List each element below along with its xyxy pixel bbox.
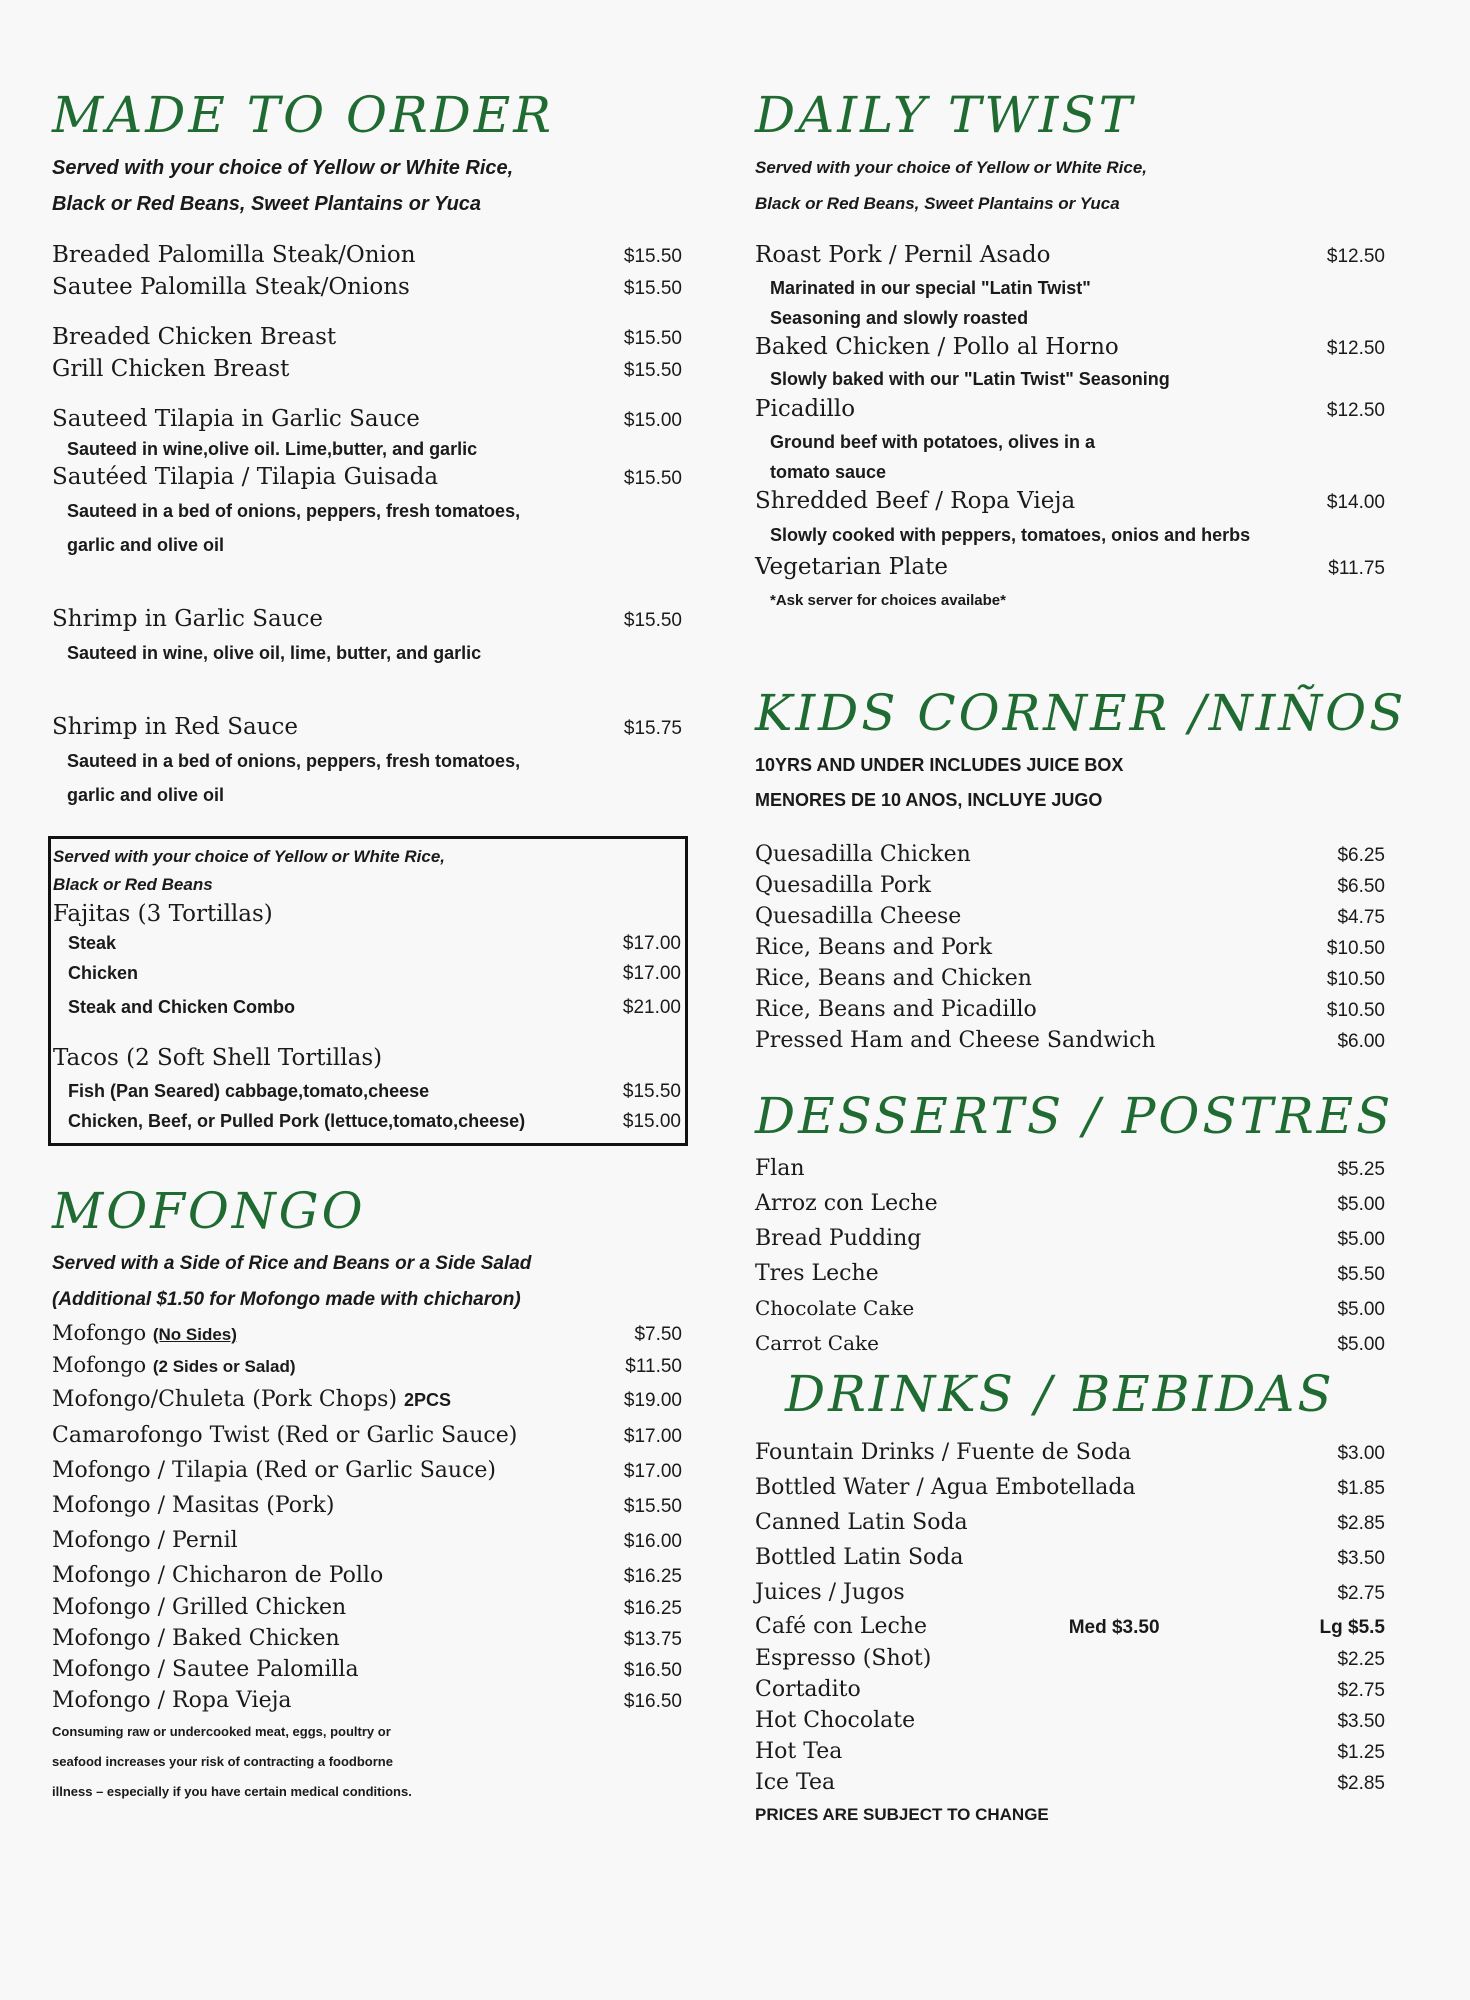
item-price-large: Lg $5.5: [1319, 1617, 1385, 1638]
menu-item: [755, 1575, 1385, 1610]
item-price: $15.00: [622, 1111, 681, 1132]
menu-item: [53, 929, 681, 959]
item-name: Picadillo: [755, 396, 856, 422]
menu-item: [755, 1026, 1385, 1057]
menu-item: [755, 1675, 1385, 1706]
item-name: Canned Latin Soda: [755, 1510, 968, 1535]
item-price: $1.85: [1337, 1478, 1385, 1499]
item-price: $11.75: [1328, 558, 1385, 579]
item-price: $17.00: [622, 963, 681, 984]
menu-item: [52, 354, 682, 386]
item-name: Carrot Cake: [755, 1331, 879, 1355]
menu-item: [53, 1107, 681, 1137]
item-price: $5.50: [1337, 1264, 1385, 1285]
item-price: $5.00: [1337, 1334, 1385, 1355]
item-price: $15.50: [622, 1081, 681, 1102]
item-name: Fish (Pan Seared) cabbage,tomato,cheese: [68, 1081, 430, 1101]
menu-item: [755, 1505, 1385, 1540]
kids-corner-heading: KIDS CORNER /NIÑOS: [755, 684, 1407, 742]
menu-item: [52, 272, 682, 304]
menu-item: [52, 604, 682, 636]
item-name: Rice, Beans and Chicken: [755, 966, 1032, 991]
item-price: $10.50: [1326, 1000, 1385, 1021]
left-column: [52, 86, 682, 1807]
menu-item: [755, 240, 1385, 272]
fajitas-title: Fajitas (3 Tortillas): [53, 901, 273, 927]
item-price: $16.00: [623, 1531, 682, 1552]
item-name: Mofongo/Chuleta (Pork Chops): [52, 1387, 398, 1412]
item-name: Chicken: [68, 963, 139, 983]
item-price: $2.75: [1337, 1583, 1385, 1604]
menu-item: [755, 1435, 1385, 1470]
item-extra: (2 Sides or Salad): [152, 1357, 296, 1376]
item-name: Flan: [755, 1156, 805, 1181]
item-price: $16.50: [623, 1691, 682, 1712]
item-price: $15.50: [623, 1496, 682, 1517]
item-name: Mofongo: [52, 1353, 147, 1377]
menu-item: [755, 486, 1385, 518]
item-price: $4.75: [1337, 907, 1385, 928]
item-price: $5.25: [1337, 1159, 1385, 1180]
menu-item: [755, 995, 1385, 1026]
item-price: $16.50: [623, 1660, 682, 1681]
item-price: $6.00: [1337, 1031, 1385, 1052]
item-price: $10.50: [1326, 938, 1385, 959]
kids-note-2: MENORES DE 10 ANOS, INCLUYE JUGO: [755, 790, 1103, 810]
item-name: Sautee Palomilla Steak/Onions: [52, 274, 410, 300]
menu-item: [52, 712, 682, 744]
item-price: $6.50: [1337, 876, 1385, 897]
item-price: $2.85: [1337, 1513, 1385, 1534]
item-price: $3.00: [1337, 1443, 1385, 1464]
item-price: $15.50: [623, 468, 682, 489]
menu-item: [53, 959, 681, 989]
item-price: $15.50: [623, 246, 682, 267]
made-to-order-note-1: Served with your choice of Yellow or White Rice,: [52, 157, 514, 179]
menu-item: [755, 964, 1385, 995]
menu-item: [52, 1488, 682, 1523]
menu-item: [52, 1453, 682, 1488]
menu-item: [755, 552, 1385, 584]
item-price: $3.50: [1337, 1548, 1385, 1569]
item-name: Mofongo / Sautee Palomilla: [52, 1657, 359, 1682]
item-description: tomato sauce: [770, 462, 887, 482]
item-name: Ice Tea: [755, 1770, 836, 1795]
item-price: $7.50: [634, 1324, 682, 1345]
item-price: $15.00: [623, 410, 682, 431]
item-name: Mofongo / Tilapia (Red or Garlic Sauce): [52, 1458, 497, 1483]
item-price: $16.25: [623, 1566, 682, 1587]
menu-item: [755, 394, 1385, 426]
health-disclaimer-3: illness – especially if you have certain medical conditions.: [52, 1784, 412, 1799]
fajitas-tacos-box: [48, 836, 688, 1146]
item-price: $17.00: [622, 933, 681, 954]
item-name: Breaded Chicken Breast: [52, 324, 337, 350]
item-description: Marinated in our special "Latin Twist": [770, 278, 1091, 298]
item-price: $12.50: [1326, 246, 1385, 267]
item-name: Roast Pork / Pernil Asado: [755, 242, 1051, 268]
menu-item: [755, 1644, 1385, 1675]
menu-item: [755, 1186, 1385, 1221]
menu-item: [52, 1655, 682, 1686]
menu-item: [755, 1326, 1385, 1361]
item-name: Rice, Beans and Pork: [755, 935, 993, 960]
item-name: Vegetarian Plate: [755, 554, 948, 580]
menu-item: [755, 1610, 1385, 1644]
item-name: Fountain Drinks / Fuente de Soda: [755, 1440, 1132, 1465]
item-name: Mofongo: [52, 1321, 147, 1345]
item-price: $6.25: [1337, 845, 1385, 866]
menu-item: [755, 1706, 1385, 1737]
item-name: Shrimp in Red Sauce: [52, 714, 298, 740]
item-price: $10.50: [1326, 969, 1385, 990]
item-name: Hot Tea: [755, 1739, 843, 1764]
kids-note-1: 10YRS AND UNDER INCLUDES JUICE BOX: [755, 755, 1124, 775]
item-price: $13.75: [623, 1629, 682, 1650]
desserts-heading: DESSERTS / POSTRES: [755, 1087, 1394, 1145]
item-description: *Ask server for choices availabe*: [770, 592, 1006, 609]
health-disclaimer-2: seafood increases your risk of contracting a foodborne: [52, 1754, 393, 1769]
item-name: Bottled Water / Agua Embotellada: [755, 1475, 1136, 1500]
item-price: $3.50: [1337, 1711, 1385, 1732]
item-price: $17.00: [623, 1426, 682, 1447]
item-name: Bottled Latin Soda: [755, 1545, 964, 1570]
item-name: Shrimp in Garlic Sauce: [52, 606, 324, 632]
item-name: Hot Chocolate: [755, 1708, 916, 1733]
item-name: Bread Pudding: [755, 1226, 922, 1251]
item-price: $15.50: [623, 328, 682, 349]
item-price: $2.25: [1337, 1649, 1385, 1670]
item-price: $15.50: [623, 360, 682, 381]
item-price: $5.00: [1337, 1194, 1385, 1215]
item-price: $12.50: [1326, 338, 1385, 359]
item-name: Shredded Beef / Ropa Vieja: [755, 488, 1076, 514]
item-name: Sauteed Tilapia in Garlic Sauce: [52, 406, 420, 432]
item-name: Camarofongo Twist (Red or Garlic Sauce): [52, 1423, 518, 1448]
menu-item: [755, 1221, 1385, 1256]
item-name: Quesadilla Chicken: [755, 842, 971, 867]
item-description: garlic and olive oil: [67, 785, 225, 805]
item-name: Arroz con Leche: [755, 1191, 938, 1216]
menu-item: [755, 840, 1385, 871]
item-description: Sauteed in a bed of onions, peppers, fresh tomatoes,: [67, 501, 521, 521]
item-name: Grill Chicken Breast: [52, 356, 290, 382]
item-extra: 2PCS: [404, 1390, 452, 1410]
menu-item: [52, 1382, 682, 1418]
made-to-order-note-2: Black or Red Beans, Sweet Plantains or Yuca: [52, 193, 482, 215]
item-description: Sauteed in wine,olive oil. Lime,butter, and garlic: [67, 439, 478, 459]
menu-item: [52, 1593, 682, 1624]
item-price-medium: Med $3.50: [1068, 1617, 1160, 1638]
item-name: Sautéed Tilapia / Tilapia Guisada: [52, 464, 439, 490]
item-price: $19.00: [623, 1390, 682, 1411]
item-description: Slowly baked with our "Latin Twist" Seasoning: [770, 369, 1170, 389]
item-price: $15.75: [623, 718, 682, 739]
mofongo-note-1: Served with a Side of Rice and Beans or a Side Salad: [52, 1253, 532, 1274]
right-column: [755, 86, 1407, 1831]
menu-item: [52, 322, 682, 354]
item-price: $15.50: [623, 610, 682, 631]
item-name: Chocolate Cake: [755, 1296, 915, 1320]
item-extra: (No Sides): [152, 1325, 237, 1344]
item-name: Breaded Palomilla Steak/Onion: [52, 242, 416, 268]
item-name: Café con Leche: [755, 1614, 927, 1639]
item-name: Tres Leche: [755, 1261, 879, 1286]
menu-item: [755, 1470, 1385, 1505]
menu-item: [755, 1256, 1385, 1291]
daily-twist-note-1: Served with your choice of Yellow or White Rice,: [755, 158, 1148, 177]
item-description: Slowly cooked with peppers, tomatoes, onios and herbs: [770, 525, 1251, 545]
menu-item: [52, 240, 682, 272]
daily-twist-heading: DAILY TWIST: [755, 86, 1135, 144]
made-to-order-heading: MADE TO ORDER: [52, 86, 554, 144]
item-price: $12.50: [1326, 400, 1385, 421]
item-price: $14.00: [1326, 492, 1385, 513]
item-price: $1.25: [1337, 1742, 1385, 1763]
box-note-2: Black or Red Beans: [53, 875, 213, 894]
item-name: Baked Chicken / Pollo al Horno: [755, 334, 1119, 360]
drinks-list: [755, 1435, 1385, 1799]
menu-item: [755, 871, 1385, 902]
item-price: $15.50: [623, 278, 682, 299]
item-name: Steak and Chicken Combo: [68, 997, 296, 1017]
menu-item: [755, 1151, 1385, 1186]
menu-item: [755, 902, 1385, 933]
item-price: $21.00: [622, 997, 681, 1018]
daily-twist-note-2: Black or Red Beans, Sweet Plantains or Yuca: [755, 194, 1120, 213]
menu-item: [53, 989, 681, 1025]
item-name: Rice, Beans and Picadillo: [755, 997, 1037, 1022]
menu-item: [755, 1737, 1385, 1768]
mofongo-heading: MOFONGO: [52, 1182, 366, 1240]
item-description: Sauteed in wine, olive oil, lime, butter, and garlic: [67, 643, 482, 663]
desserts-list: [755, 1151, 1385, 1361]
item-name: Mofongo / Ropa Vieja: [52, 1688, 292, 1713]
item-price: $2.85: [1337, 1773, 1385, 1794]
item-name: Mofongo / Baked Chicken: [52, 1626, 340, 1651]
menu-item: [755, 332, 1385, 364]
menu-item: [755, 933, 1385, 964]
menu-item: [52, 1418, 682, 1453]
item-name: Cortadito: [755, 1677, 861, 1702]
item-name: Steak: [68, 933, 117, 953]
item-name: Quesadilla Cheese: [755, 904, 962, 929]
item-description: Seasoning and slowly roasted: [770, 308, 1029, 328]
item-price: $11.50: [625, 1356, 682, 1377]
health-disclaimer-1: Consuming raw or undercooked meat, eggs, poultry or: [52, 1724, 391, 1739]
menu-item: [52, 404, 682, 436]
item-name: Mofongo / Masitas (Pork): [52, 1493, 335, 1518]
menu-item: [53, 1077, 681, 1107]
kids-list: [755, 840, 1385, 1057]
mofongo-note-2: (Additional $1.50 for Mofongo made with chicharon): [52, 1289, 521, 1310]
item-price: $16.25: [623, 1598, 682, 1619]
item-name: Mofongo / Grilled Chicken: [52, 1595, 347, 1620]
menu-item: [755, 1540, 1385, 1575]
item-price: $5.00: [1337, 1299, 1385, 1320]
menu-item: [52, 1624, 682, 1655]
menu-item: [52, 1558, 682, 1593]
item-name: Mofongo / Chicharon de Pollo: [52, 1563, 384, 1588]
menu-item: [755, 1291, 1385, 1326]
menu-item: [52, 462, 682, 494]
item-price: $5.00: [1337, 1229, 1385, 1250]
item-description: garlic and olive oil: [67, 535, 225, 555]
menu-item: [52, 1686, 682, 1717]
item-name: Juices / Jugos: [755, 1580, 905, 1605]
item-name: Pressed Ham and Cheese Sandwich: [755, 1028, 1156, 1053]
menu-item: [52, 1350, 682, 1382]
menu-item: [52, 1318, 682, 1350]
item-description: Ground beef with potatoes, olives in a: [770, 432, 1096, 452]
item-name: Chicken, Beef, or Pulled Pork (lettuce,tomato,cheese): [68, 1111, 526, 1131]
item-price: $17.00: [623, 1461, 682, 1482]
item-name: Quesadilla Pork: [755, 873, 931, 898]
menu-item: [755, 1768, 1385, 1799]
item-name: Mofongo / Pernil: [52, 1528, 238, 1553]
item-name: Espresso (Shot): [755, 1646, 932, 1671]
menu-item: [52, 1523, 682, 1558]
tacos-title: Tacos (2 Soft Shell Tortillas): [53, 1045, 383, 1071]
box-note-1: Served with your choice of Yellow or White Rice,: [53, 847, 446, 866]
drinks-heading: DRINKS / BEBIDAS: [785, 1365, 1335, 1423]
item-description: Sauteed in a bed of onions, peppers, fresh tomatoes,: [67, 751, 521, 771]
prices-subject-to-change: PRICES ARE SUBJECT TO CHANGE: [755, 1805, 1049, 1824]
item-price: $2.75: [1337, 1680, 1385, 1701]
